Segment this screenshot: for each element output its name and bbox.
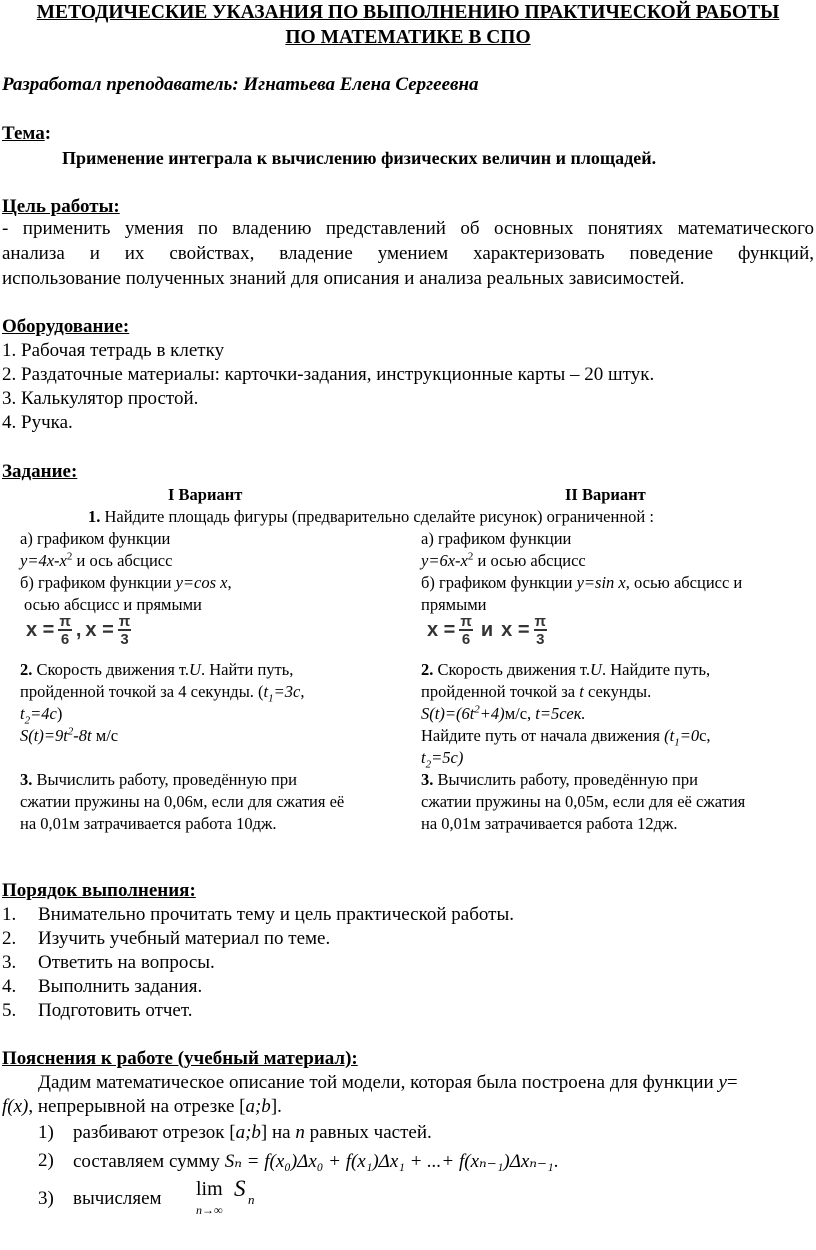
v2-q2-text1: Скорость движения т. bbox=[433, 660, 591, 679]
v2-b-label-text: б) графиком функции bbox=[421, 573, 577, 592]
goal-line1: - применить умения по владению представлений об основных понятиях математического bbox=[2, 218, 814, 239]
v1-b-func: y=cos x bbox=[175, 573, 228, 592]
step1c: равных частей. bbox=[304, 1122, 432, 1143]
v2-a-exp: 2 bbox=[467, 550, 474, 563]
v2-q2-t1: (t bbox=[664, 726, 675, 745]
procedure-item-num: 1. bbox=[2, 904, 17, 925]
v2-q2-t2val: =5c bbox=[431, 748, 458, 767]
v1-frac-num: π bbox=[118, 613, 131, 630]
explanation-heading: Пояснения к работе (учебный материал): bbox=[2, 1048, 358, 1069]
v1-q3-line2: сжатии пружины на 0,06м, если для сжатия её bbox=[20, 792, 345, 811]
explanation-para1-y: y bbox=[718, 1072, 727, 1093]
limit-formula bbox=[196, 1178, 266, 1218]
v2-x-eq2: x = bbox=[501, 619, 530, 641]
variant1-title: I Вариант bbox=[168, 485, 243, 504]
v2-q2-t2sub: 2 bbox=[425, 758, 432, 771]
v2-q3-num: 3. bbox=[421, 770, 434, 789]
step1a: разбивают отрезок [ bbox=[73, 1122, 236, 1143]
explanation-para-line2 bbox=[2, 1096, 282, 1118]
v2-q2-Srest: +4) bbox=[479, 704, 505, 723]
v2-formula-lines bbox=[427, 614, 547, 647]
v1-q2-close: ) bbox=[56, 704, 63, 723]
v2-q2-line2 bbox=[421, 682, 651, 702]
v1-q3-num: 3. bbox=[20, 770, 33, 789]
explanation-para2-ab: a;b bbox=[245, 1096, 271, 1117]
v2-frac-pi-3 bbox=[534, 614, 547, 647]
topic-heading bbox=[2, 123, 51, 145]
v1-a-label: а) графиком функции bbox=[20, 529, 171, 548]
procedure-item-text: Изучить учебный материал по теме. bbox=[38, 928, 331, 949]
v2-q2-t2: t bbox=[421, 748, 426, 767]
v2-q2-close: ) bbox=[457, 748, 464, 767]
v1-q2-text1: Скорость движения т. bbox=[32, 660, 190, 679]
equipment-item: 4. Ручка. bbox=[2, 412, 73, 433]
v2-q2-t1val: =0 bbox=[679, 726, 700, 745]
procedure-heading: Порядок выполнения: bbox=[2, 880, 196, 901]
procedure-item bbox=[2, 952, 16, 974]
v2-q3-line1 bbox=[421, 770, 698, 790]
topic-heading-text: Тема bbox=[2, 123, 45, 144]
v1-frac-pi-6 bbox=[58, 614, 71, 647]
step2-text bbox=[73, 1150, 558, 1173]
step1-num: 1) bbox=[38, 1122, 54, 1143]
step2-formula: Sₙ = f(x₀)Δx₀ + f(x₁)Δx₁ + ...+ f(xₙ₋₁)Δxₙ₋₁ bbox=[224, 1151, 554, 1172]
v1-q3-line1 bbox=[20, 770, 297, 790]
v2-q2-t: t bbox=[579, 682, 584, 701]
question1-text: Найдите площадь фигуры (предварительно сделайте рисунок) ограниченной : bbox=[104, 507, 654, 526]
v2-b-func: y=sin x bbox=[576, 573, 626, 592]
v1-q2-Sexp: 2 bbox=[67, 725, 74, 738]
v1-x-eq2: x = bbox=[85, 619, 114, 641]
v2-q2-S: S(t)=(6t bbox=[421, 704, 475, 723]
v1-a-func-expr: y=4x-x bbox=[20, 551, 67, 570]
v2-q2-text2: . Найдите путь, bbox=[601, 660, 711, 679]
step3-num: 3) bbox=[38, 1188, 54, 1209]
explanation-para1a: Дадим математическое описание той модели, которая была построена для функции bbox=[38, 1072, 719, 1093]
step2-num: 2) bbox=[38, 1150, 54, 1171]
v2-a-label: а) графиком функции bbox=[421, 529, 572, 548]
v2-frac-num: π bbox=[534, 613, 546, 630]
goal-line2: анализа и их свойствах, владение умением характеризовать поведение функций, bbox=[2, 243, 814, 264]
equipment-item: 2. Раздаточные материалы: карточки-задания, инструкционные карты – 20 штук. bbox=[2, 364, 655, 385]
explanation-para2-f: f(x) bbox=[2, 1096, 29, 1117]
v1-q3-line3: на 0,01м затрачивается работа 10дж. bbox=[20, 814, 277, 833]
v2-q2-unit: м/с, bbox=[504, 704, 536, 723]
procedure-item bbox=[2, 1000, 16, 1022]
goal-line3: использование полученных знаний для описания и анализа реальных зависимостей. bbox=[2, 268, 685, 289]
v1-b-label-text: б) графиком функции bbox=[20, 573, 176, 592]
step1-n: n bbox=[295, 1122, 305, 1143]
v2-q2-line1 bbox=[421, 660, 710, 680]
v2-b-rest: , осью абсцисс и bbox=[625, 573, 743, 592]
procedure-item-text: Подготовить отчет. bbox=[38, 1000, 193, 1021]
v1-x-eq: x = bbox=[26, 619, 55, 641]
v1-q2-line2 bbox=[20, 682, 305, 705]
v2-a-func bbox=[421, 551, 586, 571]
v2-q2-t1sub: 1 bbox=[674, 736, 680, 749]
v2-frac-num: π bbox=[460, 613, 472, 630]
v2-frac-den: 6 bbox=[459, 629, 472, 647]
step3-text: вычисляем bbox=[73, 1188, 162, 1209]
v2-x-eq: x = bbox=[427, 619, 456, 641]
v1-q2-formula bbox=[20, 726, 118, 746]
explanation-para-line1 bbox=[38, 1072, 738, 1094]
v1-q2-line3 bbox=[20, 704, 63, 727]
v2-and: и bbox=[480, 619, 494, 641]
v1-a-func bbox=[20, 551, 172, 571]
v1-b-label bbox=[20, 573, 232, 593]
step2a: составляем сумму bbox=[73, 1151, 225, 1172]
v2-q2-U: U bbox=[590, 660, 602, 679]
v1-frac-pi-3 bbox=[118, 614, 131, 647]
doc-title-line1: МЕТОДИЧЕСКИЕ УКАЗАНИЯ ПО ВЫПОЛНЕНИЮ ПРАКТИЧЕСКОЙ РАБОТЫ bbox=[36, 2, 780, 23]
v2-q2-line2a: пройденной точкой за bbox=[421, 682, 580, 701]
procedure-item-text: Ответить на вопросы. bbox=[38, 952, 215, 973]
author-line: Разработал преподаватель: Игнатьева Елена Сергеевна bbox=[2, 74, 479, 95]
variant2-title: II Вариант bbox=[565, 485, 646, 504]
equipment-item: 1. Рабочая тетрадь в клетку bbox=[2, 340, 225, 361]
v1-q3-text: Вычислить работу, проведённую при bbox=[32, 770, 297, 789]
v1-q2-line2a: пройденной точкой за 4 секунды. ( bbox=[20, 682, 264, 701]
v1-q2-num: 2. bbox=[20, 660, 33, 679]
procedure-item-text: Внимательно прочитать тему и цель практической работы. bbox=[38, 904, 514, 925]
step1-ab: a;b bbox=[235, 1122, 261, 1143]
procedure-item-num: 5. bbox=[2, 1000, 17, 1021]
procedure-item-num: 2. bbox=[2, 928, 17, 949]
v1-q2-Srest: -8t bbox=[73, 726, 92, 745]
v2-frac-pi-6 bbox=[459, 614, 472, 647]
procedure-item bbox=[2, 928, 16, 950]
v2-q2-line2b: секунды. bbox=[583, 682, 652, 701]
v1-q2-line1 bbox=[20, 660, 293, 680]
v1-q2-unit: м/с bbox=[91, 726, 119, 745]
v1-frac-num: π bbox=[59, 613, 71, 630]
v2-q2-num: 2. bbox=[421, 660, 434, 679]
procedure-item bbox=[2, 976, 16, 998]
v1-q2-line2b: , bbox=[300, 682, 305, 701]
procedure-item-num: 4. bbox=[2, 976, 17, 997]
topic-colon: : bbox=[44, 123, 52, 144]
procedure-item bbox=[2, 904, 16, 926]
v1-q2-S: S(t)=9t bbox=[20, 726, 68, 745]
v2-q2-t1unit: c, bbox=[699, 726, 711, 745]
v1-formula-lines bbox=[26, 614, 131, 647]
lim-S: S bbox=[234, 1176, 246, 1201]
v2-a-rest: и осью абсцисс bbox=[473, 551, 586, 570]
v2-b-line2: прямыми bbox=[421, 595, 487, 614]
v2-q3-line3: на 0,01м затрачивается работа 12дж. bbox=[421, 814, 678, 833]
explanation-para2a: , непрерывной на отрезке [ bbox=[28, 1096, 246, 1117]
v1-a-rest: и ось абсцисс bbox=[72, 551, 173, 570]
doc-title-line2: ПО МАТЕМАТИКЕ В СПО bbox=[285, 27, 531, 48]
v1-q2-text2: . Найти путь, bbox=[200, 660, 294, 679]
v2-b-label bbox=[421, 573, 742, 593]
v1-b-line2: осью абсцисс и прямыми bbox=[24, 595, 202, 614]
v2-q3-line2: сжатии пружины на 0,05м, если для её сжатия bbox=[421, 792, 746, 811]
procedure-item-text: Выполнить задания. bbox=[38, 976, 203, 997]
v1-q2-t2val: =4c bbox=[30, 704, 57, 723]
explanation-para1b: = bbox=[726, 1072, 738, 1093]
goal-heading: Цель работы: bbox=[2, 196, 120, 217]
v2-q2-line4 bbox=[421, 726, 711, 749]
question1-number: 1. bbox=[88, 507, 101, 526]
question1 bbox=[88, 507, 654, 527]
v2-q2-line5 bbox=[421, 748, 464, 771]
explanation-para2b: ]. bbox=[270, 1096, 282, 1117]
v1-q2-t2sub: 2 bbox=[24, 714, 31, 727]
v2-q2-Sexp: 2 bbox=[474, 703, 480, 716]
lim-S-sub: n bbox=[248, 1192, 255, 1207]
v1-comma: , bbox=[75, 619, 82, 641]
v1-q2-t1: t bbox=[263, 682, 269, 701]
v2-a-func-expr: y=6x-x bbox=[421, 551, 468, 570]
v1-q2-U: U bbox=[189, 660, 201, 679]
task-heading: Задание: bbox=[2, 461, 78, 482]
v1-q2-t2: t bbox=[20, 704, 25, 723]
lim-sub: n→∞ bbox=[196, 1203, 223, 1217]
step1-text bbox=[73, 1122, 432, 1144]
v2-q2-formula bbox=[421, 704, 586, 724]
step2-end: . bbox=[553, 1151, 559, 1172]
equipment-heading: Оборудование: bbox=[2, 316, 130, 337]
step1b: ] на bbox=[260, 1122, 296, 1143]
v1-b-rest: , bbox=[227, 573, 232, 592]
v2-q3-text: Вычислить работу, проведённую при bbox=[433, 770, 698, 789]
v1-q2-t1val: =3c bbox=[273, 682, 301, 701]
v2-q2-line4a: Найдите путь от начала движения bbox=[421, 726, 665, 745]
v1-q2-t1sub: 1 bbox=[268, 692, 274, 705]
procedure-item-num: 3. bbox=[2, 952, 17, 973]
lim-word: lim bbox=[196, 1178, 223, 1200]
v1-frac-den: 6 bbox=[58, 629, 71, 647]
v1-frac-den: 3 bbox=[118, 629, 131, 647]
topic-text: Применение интеграла к вычислению физических величин и площадей. bbox=[62, 148, 657, 168]
v2-frac-den: 3 bbox=[534, 629, 547, 647]
v2-q2-tval: t=5сек. bbox=[535, 704, 586, 723]
v1-a-exp: 2 bbox=[66, 550, 73, 563]
equipment-item: 3. Калькулятор простой. bbox=[2, 388, 199, 409]
